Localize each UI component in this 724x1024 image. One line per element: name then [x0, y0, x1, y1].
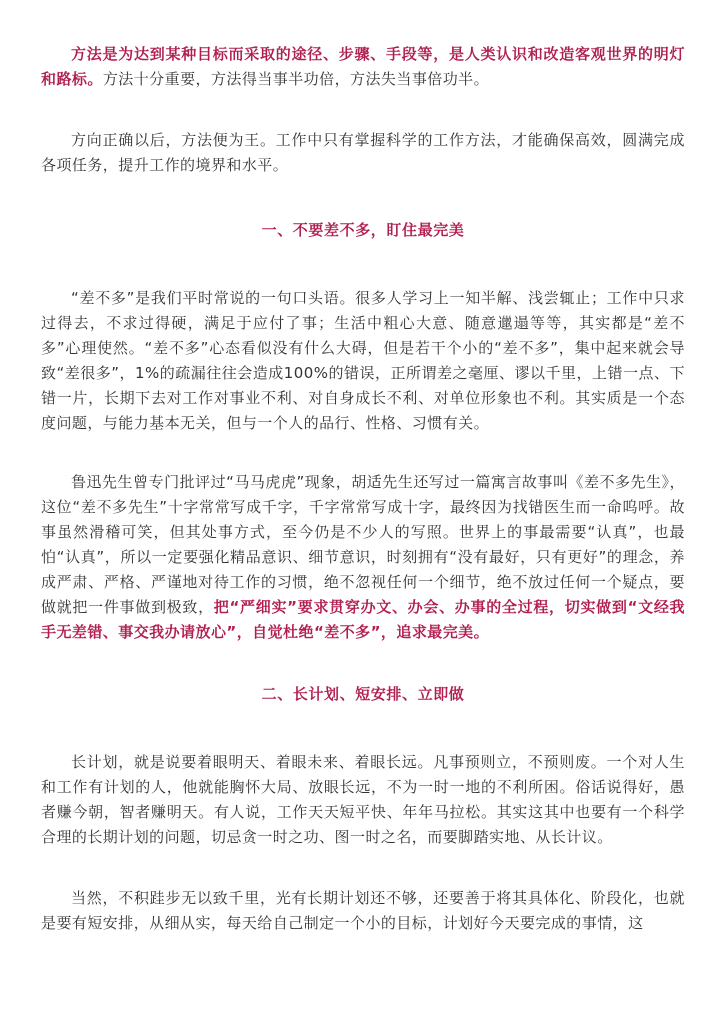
intro-paragraph [41, 42, 685, 92]
method-paragraph-text: 方向正确以后，方法便为王。工作中只有掌握科学的工作方法，才能确保高效，圆满完成各项任务，提升工作的境界和水平。 [41, 131, 685, 174]
article-body [41, 42, 685, 936]
chabuduo-paragraph [41, 286, 685, 436]
intro-highlight-text: 方法是为达到某种目标而采取的途径、步骤、手段等，是人类认识和改造客观世界的明灯和路标。 [41, 45, 685, 88]
short-plan-paragraph-text: 当然，不积跬步无以致千里，光有长期计划还不够，还要善于将其具体化、阶段化，也就是要有短安排，从细从实，每天给自己制定一个小的目标，计划好今天要完成的事情，这 [41, 889, 685, 932]
chabuduo-paragraph-text: “差不多”是我们平时常说的一句口头语。很多人学习上一知半解、浅尝辄止；工作中只求过得去，不求过得硬，满足于应付了事；生活中粗心大意、随意邋遢等等，其实都是“差不多”心理使然。“差不多”心态看似没有什么大碍，但是若干个小的“差不多”，集中起来就会导致“差很多”，1%的疏漏往往会造成100%的错误，正所谓差之毫厘、谬以千里，上错一点、下错一片，长期下去对工作对事业不利、对自身成长不利、对单位形象也不利。其实质是一个态度问题，与能力基本无关，但与一个人的品行、性格、习惯有关。 [41, 289, 685, 432]
section-heading-2: 二、长计划、短安排、立即做 [261, 685, 465, 703]
section-heading-1: 一、不要差不多，盯住最完美 [261, 221, 465, 239]
luxun-highlight-text: 把“严细实”要求贯穿办文、办会、办事的全过程，切实做到“文经我手无差错、事交我办请放心”，自觉杜绝“差不多”，追求最完美。 [41, 598, 686, 641]
long-plan-paragraph-text: 长计划，就是说要着眼明天、着眼未来、着眼长远。凡事预则立，不预则废。一个对人生和工作有计划的人，他就能胸怀大局、放眼长远，不为一时一地的不利所困。俗话说得好，愚者赚今朝，智者赚明天。有人说，工作天天短平快、年年马拉松。其实这其中也要有一个科学合理的长期计划的问题，切忌贪一时之功、图一时之名，而要脚踏实地、从长计议。 [41, 753, 685, 846]
intro-paragraph-text: 方法十分重要，方法得当事半功倍，方法失当事倍功半。 [102, 70, 490, 88]
luxun-paragraph [41, 470, 685, 645]
short-plan-paragraph [41, 886, 685, 936]
luxun-paragraph-text: 鲁迅先生曾专门批评过“马马虎虎”现象，胡适先生还写过一篇寓言故事叫《差不多先生》，这位“差不多先生”十字常常写成千字，千字常常写成十字，最终因为找错医生而一命呜呼。故事虽然滑稽可笑，但其处事方式，至今仍是不少人的写照。世界上的事最需要“认真”，也最怕“认真”，所以一定要强化精品意识、细节意识，时刻拥有“没有最好，只有更好”的理念，养成严肃、严格、严谨地对待工作的习惯，绝不忽视任何一个细节，绝不放过任何一个疑点，要做就把一件事做到极致， [41, 473, 685, 616]
long-plan-paragraph [41, 750, 685, 850]
method-paragraph [41, 128, 685, 178]
